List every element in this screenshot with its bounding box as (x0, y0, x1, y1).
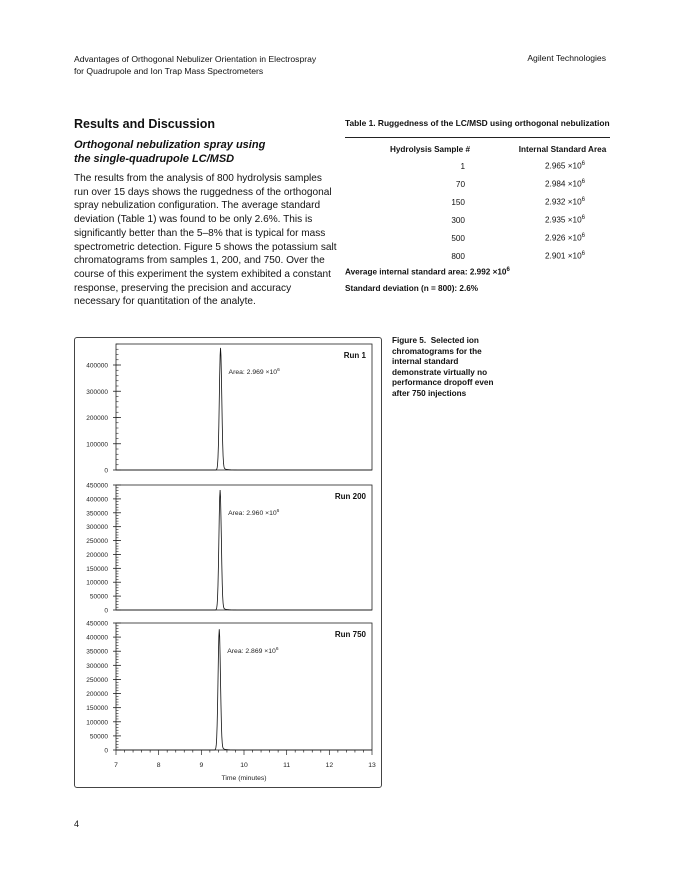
plot-area (116, 344, 372, 470)
x-tick-label: 11 (283, 762, 291, 769)
table-title: Table 1. Ruggedness of the LC/MSD using orthogonal nebulization (345, 118, 610, 128)
area-exponent: 6 (581, 215, 585, 222)
chromatogram-trace (116, 348, 372, 470)
caption-label: Figure 5. (392, 336, 427, 345)
y-tick-label: 450000 (86, 620, 108, 628)
y-tick-label: 150000 (86, 565, 108, 573)
peak-area-label (228, 508, 280, 517)
y-tick-label: 350000 (86, 648, 108, 656)
y-tick-label: 50000 (89, 593, 108, 601)
x-tick-label: 13 (368, 762, 376, 769)
area-mantissa: 2.984 (544, 179, 566, 189)
plot-area (116, 485, 372, 610)
x-axis-label: Time (minutes) (221, 775, 267, 782)
area-mantissa: 2.965 (544, 161, 566, 171)
y-tick-label: 50000 (89, 733, 108, 741)
cell-sample: 500 (451, 233, 465, 243)
area-mantissa: 2.932 (544, 197, 566, 207)
header-title-line1: Advantages of Orthogonal Nebulizer Orientation in Electrospray (74, 54, 317, 64)
area-times: ×10 (565, 215, 582, 225)
area-exponent: 6 (581, 251, 585, 258)
col-header-sample: Hydrolysis Sample # (389, 144, 471, 154)
area-exponent: 6 (581, 233, 585, 240)
y-tick-label: 0 (104, 607, 108, 615)
run-label: Run 1 (343, 351, 366, 360)
peak-area-exponent: 6 (276, 509, 280, 514)
y-tick-label: 300000 (86, 388, 108, 396)
area-mantissa: 2.926 (544, 233, 566, 243)
peak-area-label (227, 646, 279, 655)
y-tick-label: 200000 (86, 551, 108, 559)
peak-area-label (229, 367, 281, 376)
y-tick-label: 0 (104, 467, 108, 475)
area-times: ×10 (565, 233, 582, 243)
y-tick-label: 200000 (86, 691, 108, 699)
cell-sample: 300 (451, 215, 465, 225)
chromatogram-trace (116, 490, 372, 610)
area-times: ×10 (565, 197, 582, 207)
run-label: Run 200 (334, 492, 366, 501)
header-title-line2: for Quadrupole and Ion Trap Mass Spectrometers (74, 66, 264, 76)
body-paragraph: The results from the analysis of 800 hydrolysis samples run over 15 days shows the ruggedness of the orthogonal spray nebulization configuration. The average standard deviation (Table 1) was found to be only 2.6%. This is significantly better than the 5–8% that is typical for mass spectrometric detection. Figure 5 shows the potassium salt chromatograms from samples 1, 200, and 750. Over the course of this experiment the system exhibited a constant response, preserving the precision and accuracy necessary for quantitation of the analyte. (74, 173, 337, 308)
area-exponent: 6 (581, 161, 585, 168)
y-tick-label: 400000 (86, 362, 108, 370)
y-tick-label: 250000 (86, 676, 108, 684)
area-times: ×10 (565, 161, 582, 171)
area-exponent: 6 (581, 179, 585, 186)
col-header-area: Internal Standard Area (518, 144, 607, 154)
peak-area-value: Area: 2.869 ×10 (227, 648, 276, 655)
section-title: Results and Discussion (74, 117, 216, 131)
std-dev-note: Standard deviation (n = 800): 2.6% (345, 284, 479, 293)
peak-area-exponent: 6 (275, 647, 279, 652)
y-tick-label: 100000 (86, 719, 108, 727)
header-company: Agilent Technologies (527, 53, 606, 63)
page-number: 4 (74, 819, 80, 829)
subtitle-line1: Orthogonal nebulization spray using (74, 139, 266, 151)
cell-sample: 70 (455, 179, 465, 189)
cell-sample: 150 (451, 197, 465, 207)
average-area-text: Average internal standard area: 2.992 ×10 (345, 267, 507, 277)
figure-caption (392, 336, 507, 400)
x-tick-label: 9 (199, 762, 204, 769)
run-label: Run 750 (334, 630, 366, 639)
plot-area (116, 623, 372, 750)
y-tick-label: 450000 (86, 482, 108, 490)
y-tick-label: 400000 (86, 496, 108, 504)
cell-sample: 800 (451, 251, 465, 261)
y-tick-label: 250000 (86, 538, 108, 546)
cell-sample: 1 (460, 161, 465, 171)
x-tick-label: 12 (325, 762, 334, 769)
area-mantissa: 2.935 (544, 215, 566, 225)
x-tick-label: 10 (240, 762, 248, 769)
x-tick-label: 7 (114, 762, 118, 769)
x-tick-label: 8 (156, 762, 161, 769)
y-tick-label: 350000 (86, 510, 108, 518)
peak-area-value: Area: 2.960 ×10 (228, 510, 277, 517)
area-exponent: 6 (581, 197, 585, 204)
area-times: ×10 (565, 251, 582, 261)
area-mantissa: 2.901 (544, 251, 566, 261)
peak-area-exponent: 6 (277, 368, 280, 373)
y-tick-label: 200000 (86, 415, 108, 422)
caption-text: Selected ion chromatograms for the internal standard demonstrate virtually no performance dropoff even after 750 injections (392, 336, 494, 398)
y-tick-label: 400000 (86, 634, 108, 642)
y-tick-label: 300000 (86, 662, 108, 670)
area-times: ×10 (565, 179, 582, 189)
y-tick-label: 300000 (86, 524, 108, 532)
y-tick-label: 150000 (86, 705, 108, 713)
average-area-exponent: 6 (506, 267, 510, 273)
y-tick-label: 100000 (86, 579, 108, 587)
y-tick-label: 0 (104, 747, 108, 755)
subtitle-line2: the single-quadrupole LC/MSD (74, 153, 235, 165)
y-tick-label: 100000 (86, 441, 108, 449)
peak-area-value: Area: 2.969 ×10 (228, 369, 278, 376)
